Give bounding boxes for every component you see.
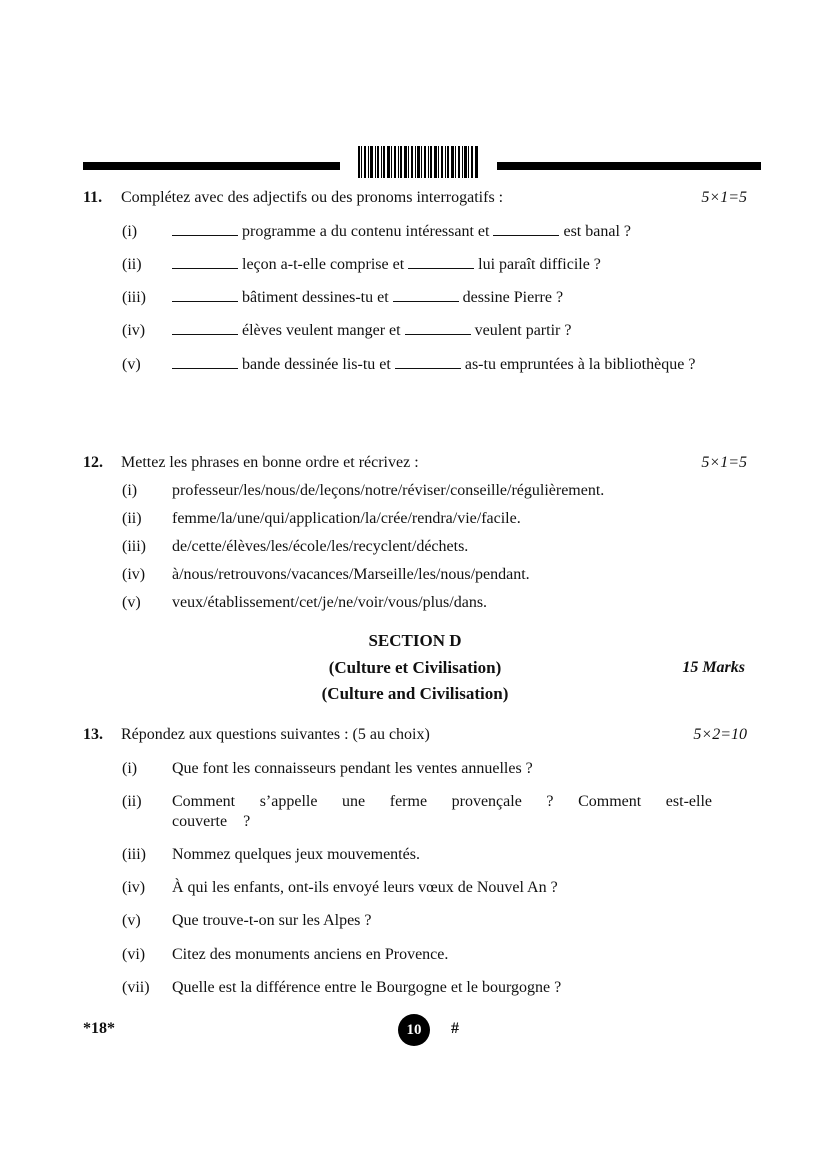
item-text: À qui les enfants, ont-ils envoyé leurs vœux de Nouvel An ?: [172, 879, 558, 896]
item-numeral: (iii): [122, 289, 146, 306]
fill-blank[interactable]: [405, 321, 471, 335]
item-numeral: (iv): [122, 566, 146, 583]
question-number: 12.: [83, 454, 103, 471]
item-numeral: (iii): [122, 538, 146, 555]
fill-blank[interactable]: [172, 222, 238, 236]
question-number: 11.: [83, 189, 103, 206]
item-numeral: (iii): [122, 846, 146, 863]
item-numeral: (i): [122, 482, 138, 499]
item-text: Quelle est la différence entre le Bourgogne et le bourgogne ?: [172, 979, 562, 996]
item-numeral: (vi): [122, 946, 146, 963]
item-text: Que font les connaisseurs pendant les ventes annuelles ?: [172, 760, 533, 777]
fill-blank[interactable]: [172, 255, 238, 269]
fill-blank[interactable]: [172, 288, 238, 302]
item-text: leçon a-t-elle comprise et: [242, 256, 405, 273]
item-text: professeur/les/nous/de/leçons/notre/réviser/conseille/régulièrement.: [172, 482, 605, 499]
item-numeral: (vii): [122, 979, 150, 996]
item-body: [172, 222, 712, 242]
item-numeral: (iv): [122, 879, 146, 896]
page-hash-mark: #: [451, 1020, 459, 1037]
item-body: [172, 321, 712, 341]
question-number: 13.: [83, 726, 103, 743]
question-prompt: Mettez les phrases en bonne ordre et récrivez :: [121, 454, 419, 471]
question-prompt: Complétez avec des adjectifs ou des pronoms interrogatifs :: [121, 189, 504, 206]
barcode: [358, 146, 478, 178]
item-text: à/nous/retrouvons/vacances/Marseille/les/nous/pendant.: [172, 566, 530, 583]
item-text: Que trouve-t-on sur les Alpes ?: [172, 912, 372, 929]
item-numeral: (i): [122, 760, 138, 777]
fill-blank[interactable]: [172, 355, 238, 369]
fill-blank[interactable]: [172, 321, 238, 335]
section-marks: 15 Marks: [682, 659, 745, 676]
item-numeral: (ii): [122, 510, 142, 527]
fill-blank[interactable]: [408, 255, 474, 269]
fill-blank[interactable]: [493, 222, 559, 236]
item-text: Comment s’appelle une ferme provençale ? Comment est-elle couverte ?: [172, 793, 712, 830]
item-text: as-tu empruntées à la bibliothèque ?: [464, 356, 696, 373]
item-text: femme/la/une/qui/application/la/crée/rendra/vie/facile.: [172, 510, 521, 527]
item-text: élèves veulent manger et: [242, 322, 401, 339]
fill-blank[interactable]: [395, 355, 461, 369]
paper-code: *18*: [83, 1020, 115, 1037]
item-text: veulent partir ?: [474, 322, 572, 339]
item-numeral: (iv): [122, 322, 146, 339]
item-text: bande dessinée lis-tu et: [242, 356, 391, 373]
item-body: [172, 355, 712, 375]
page-number: 10: [398, 1014, 430, 1046]
item-text: veux/établissement/cet/je/ne/voir/vous/plus/dans.: [172, 594, 488, 611]
item-numeral: (v): [122, 912, 141, 929]
item-numeral: (ii): [122, 256, 142, 273]
question-marks: 5×1=5: [701, 454, 747, 471]
item-text: de/cette/élèves/les/école/les/recyclent/déchets.: [172, 538, 469, 555]
item-text: programme a du contenu intéressant et: [242, 223, 490, 240]
header-rule-right: [497, 162, 761, 170]
question-marks: 5×1=5: [701, 189, 747, 206]
header-rule-left: [83, 162, 340, 170]
section-subtitle-fr: (Culture et Civilisation): [328, 658, 502, 677]
section-subtitle-en: (Culture and Civilisation): [321, 684, 509, 703]
question-marks: 5×2=10: [693, 726, 747, 743]
fill-blank[interactable]: [393, 288, 459, 302]
item-body: [172, 255, 712, 275]
item-numeral: (i): [122, 223, 138, 240]
item-text: dessine Pierre ?: [462, 289, 564, 306]
item-text: Citez des monuments anciens en Provence.: [172, 946, 449, 963]
item-text: bâtiment dessines-tu et: [242, 289, 389, 306]
question-prompt: Répondez aux questions suivantes : (5 au choix): [121, 726, 430, 743]
item-text: est banal ?: [563, 223, 631, 240]
item-body: [172, 288, 712, 308]
section-title: SECTION D: [368, 631, 462, 650]
item-numeral: (v): [122, 356, 141, 373]
item-text: lui paraît difficile ?: [478, 256, 601, 273]
item-numeral: (v): [122, 594, 141, 611]
item-text: Nommez quelques jeux mouvementés.: [172, 846, 420, 863]
item-numeral: (ii): [122, 793, 142, 810]
